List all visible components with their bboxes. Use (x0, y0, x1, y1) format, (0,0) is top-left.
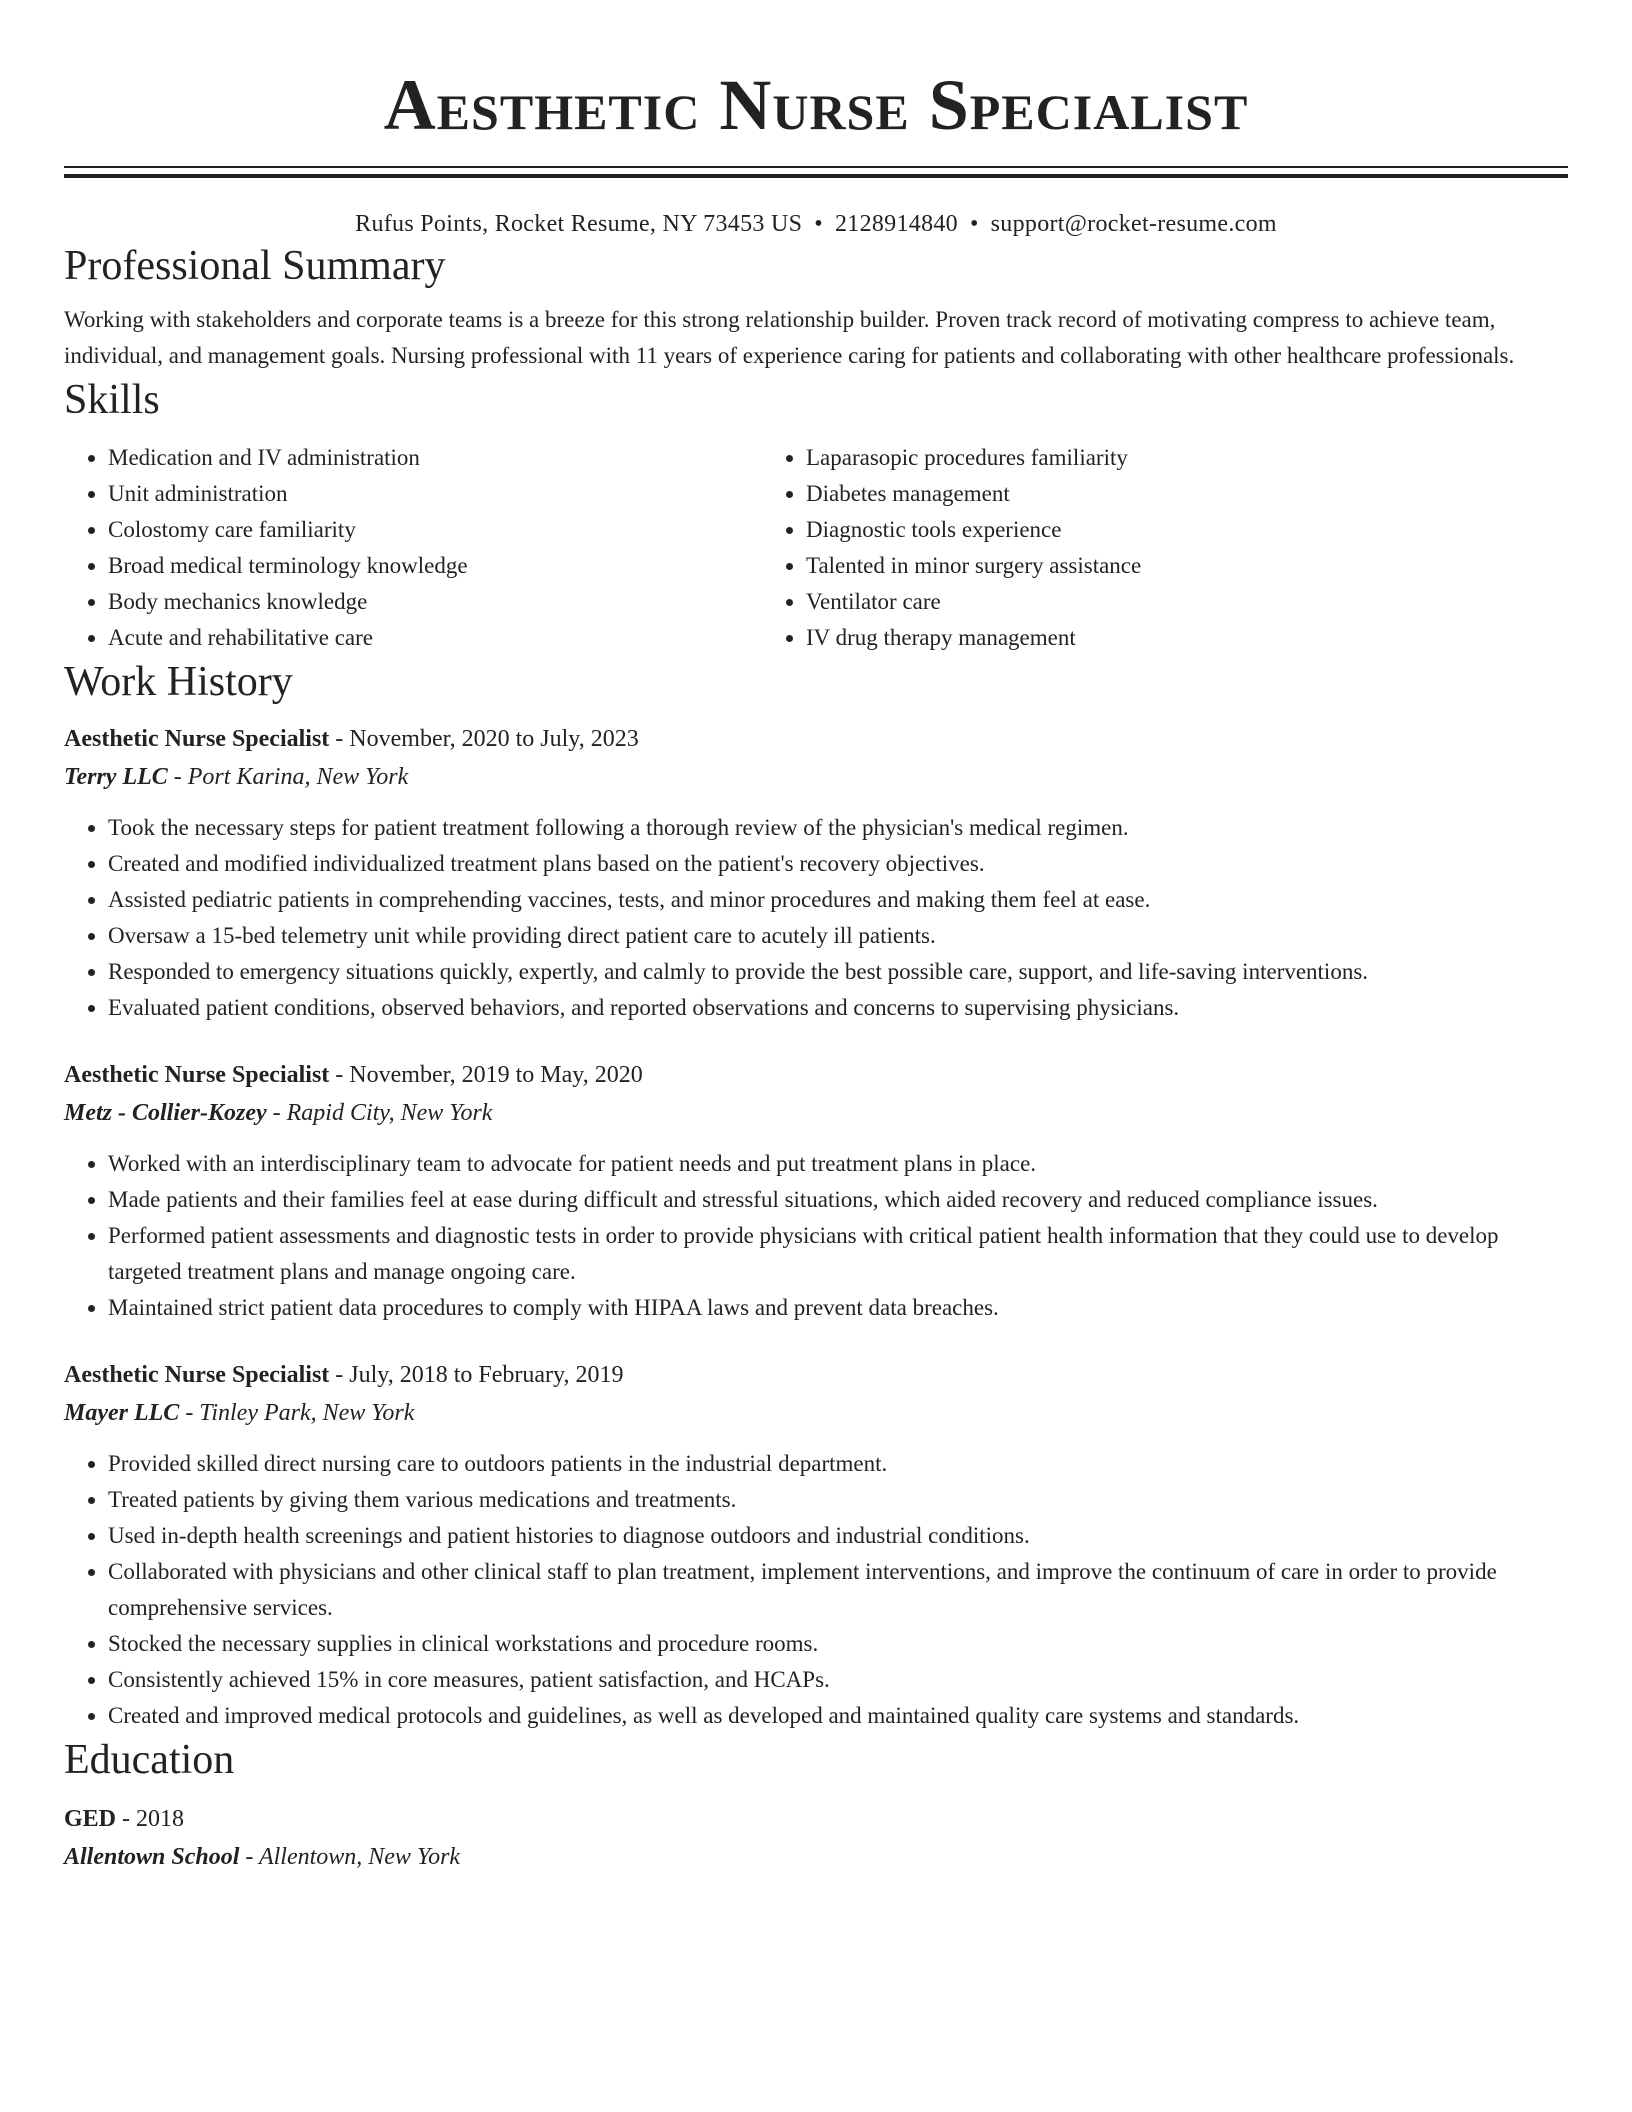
skill-item: • Colostomy care familiarity (108, 512, 762, 548)
job-title-line (64, 1356, 1568, 1394)
job-company-line (64, 1394, 1568, 1432)
education-entry (64, 1800, 1568, 1876)
contact-separator: • (969, 211, 979, 237)
contact-separator: • (814, 211, 823, 237)
education-school-line (64, 1838, 1568, 1876)
job-company-line (64, 1094, 1568, 1132)
job-entry (64, 1056, 1568, 1326)
job-location: - Rapid City, New York (266, 1100, 493, 1126)
skill-item: • Diabetes management (806, 476, 1460, 512)
job-bullet: • Oversaw a 15-bed telemetry unit while providing direct patient care to acutely ill patients. (108, 918, 1568, 954)
job-bullet: • Collaborated with physicians and other clinical staff to plan treatment, implement interventions, and improve the continuum of care in order to provide comprehensive services. (108, 1554, 1568, 1626)
work-history-heading: Work History (64, 659, 293, 705)
job-dates: - November, 2020 to July, 2023 (329, 726, 639, 752)
contact-line (64, 208, 1568, 240)
job-dates: - July, 2018 to February, 2019 (329, 1362, 624, 1388)
skill-item: • Talented in minor surgery assistance (806, 548, 1460, 584)
skill-item: • Laparasopic procedures familiarity (806, 440, 1460, 476)
skills-list-left (64, 440, 762, 656)
summary-text: Working with stakeholders and corporate teams is a breeze for this strong relationship builder. Proven track record of motivating compress to achieve team, individual, and management goals. Nursing professional with 11 years of experience caring for patients and collaborating with other healthcare professionals. (64, 307, 1515, 368)
education-school: Allentown School (64, 1844, 240, 1870)
job-dates: - November, 2019 to May, 2020 (329, 1062, 643, 1088)
job-bullet: • Performed patient assessments and diagnostic tests in order to provide physicians with critical patient health information that they could use to develop targeted treatment plans and manage ongoing care. (108, 1218, 1568, 1290)
job-company-line (64, 758, 1568, 796)
skill-item: • Ventilator care (806, 584, 1460, 620)
job-location: - Port Karina, New York (167, 764, 409, 790)
education-heading: Education (64, 1737, 235, 1783)
job-company: Terry LLC (64, 764, 168, 790)
job-bullet: • Used in-depth health screenings and patient histories to diagnose outdoors and industrial conditions. (108, 1518, 1568, 1554)
skill-item: • Medication and IV administration (108, 440, 762, 476)
skill-item: • Acute and rehabilitative care (108, 620, 762, 656)
resume-name-heading: Aesthetic Nurse Specialist (383, 65, 1249, 145)
education-degree-line (64, 1800, 1568, 1838)
job-location: - Tinley Park, New York (179, 1400, 415, 1426)
job-bullet: • Assisted pediatric patients in comprehending vaccines, tests, and minor procedures and making them feel at ease. (108, 882, 1568, 918)
contact-email: support@rocket-resume.com (990, 211, 1277, 237)
job-bullet: • Made patients and their families feel at ease during difficult and stressful situations, which aided recovery and reduced compliance issues. (108, 1182, 1568, 1218)
job-entry (64, 720, 1568, 1026)
job-company: Mayer LLC (64, 1400, 180, 1426)
contact-address: Rufus Points, Rocket Resume, NY 73453 US (355, 211, 803, 237)
job-bullet: • Stocked the necessary supplies in clinical workstations and procedure rooms. (108, 1626, 1568, 1662)
job-bullet: • Treated patients by giving them various medications and treatments. (108, 1482, 1568, 1518)
skill-item: • IV drug therapy management (806, 620, 1460, 656)
skills-list-right (762, 440, 1460, 656)
skill-item: • Unit administration (108, 476, 762, 512)
header-divider-thick (64, 174, 1568, 178)
resume-page (64, 0, 1568, 1876)
job-company: Metz - Collier-Kozey (64, 1100, 267, 1126)
skill-item: • Broad medical terminology knowledge (108, 548, 762, 584)
job-bullet: • Maintained strict patient data procedures to comply with HIPAA laws and prevent data breaches. (108, 1290, 1568, 1326)
skills-columns (64, 440, 1568, 656)
job-title: Aesthetic Nurse Specialist (64, 726, 330, 752)
job-bullet: • Took the necessary steps for patient treatment following a thorough review of the physician's medical regimen. (108, 810, 1568, 846)
skills-heading: Skills (64, 377, 160, 423)
skill-item: • Body mechanics knowledge (108, 584, 762, 620)
education-location: - Allentown, New York (239, 1844, 461, 1870)
job-entry (64, 1356, 1568, 1734)
job-bullet: • Responded to emergency situations quickly, expertly, and calmly to provide the best possible care, support, and life-saving interventions. (108, 954, 1568, 990)
job-title-line (64, 720, 1568, 758)
job-bullet: • Worked with an interdisciplinary team to advocate for patient needs and put treatment plans in place. (108, 1146, 1568, 1182)
header-divider-thin (64, 166, 1568, 168)
job-title-line (64, 1056, 1568, 1094)
job-bullets (64, 1146, 1568, 1326)
job-bullet: • Consistently achieved 15% in core measures, patient satisfaction, and HCAPs. (108, 1662, 1568, 1698)
job-bullet: • Provided skilled direct nursing care to outdoors patients in the industrial department. (108, 1446, 1568, 1482)
job-bullet: • Created and modified individualized treatment plans based on the patient's recovery objectives. (108, 846, 1568, 882)
contact-phone: 2128914840 (834, 211, 958, 237)
job-bullets (64, 810, 1568, 1026)
summary-heading: Professional Summary (64, 243, 446, 289)
job-bullet: • Evaluated patient conditions, observed behaviors, and reported observations and concerns to supervising physicians. (108, 990, 1568, 1026)
job-bullets (64, 1446, 1568, 1734)
job-title: Aesthetic Nurse Specialist (64, 1362, 330, 1388)
skill-item: • Diagnostic tools experience (806, 512, 1460, 548)
education-year: - 2018 (116, 1806, 185, 1832)
education-degree: GED (64, 1806, 117, 1832)
job-title: Aesthetic Nurse Specialist (64, 1062, 330, 1088)
job-bullet: • Created and improved medical protocols and guidelines, as well as developed and maintained quality care systems and standards. (108, 1698, 1568, 1734)
